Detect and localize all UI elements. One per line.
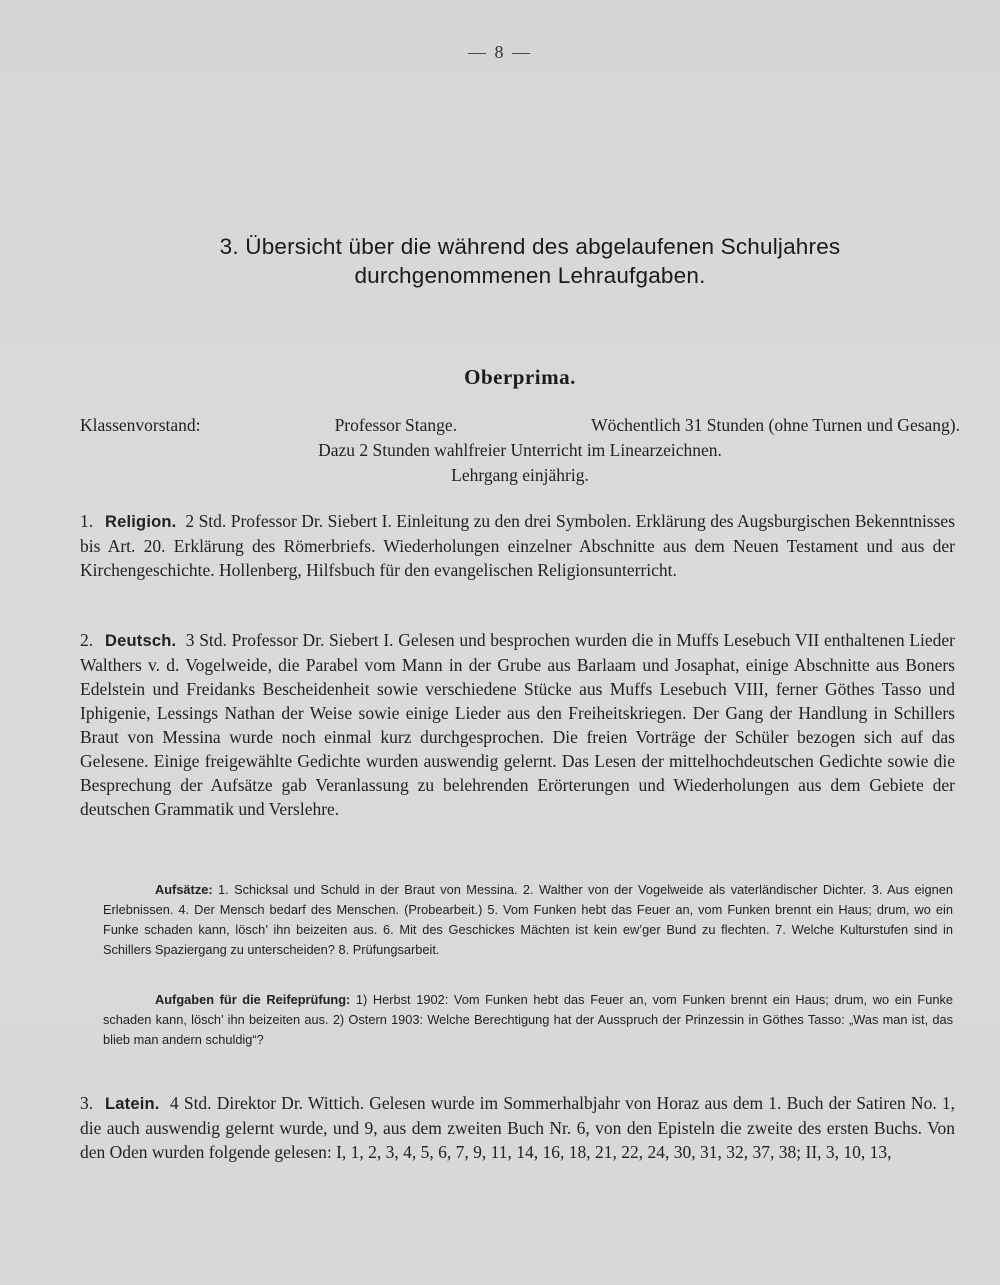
class-intro bbox=[80, 413, 960, 488]
subject-religion bbox=[80, 509, 955, 582]
subject-deutsch bbox=[80, 628, 955, 821]
latein-text: 4 Std. Direktor Dr. Wittich. Gelesen wurde im Sommerhalbjahr von Horaz aus dem 1. Buch der Satiren No. 1, die auch auswendig gelernt wurde, und 9, aus dem zweiten Buch Nr. 6, von den Episteln die zweite des ersten Buchs. Von den Oden wurden folgende gelesen: I, 1, 2, 3, 4, 5, 6, 7, 9, 11, 14, 16, 18, 21, 22, 24, 30, 31, 32, 37, 38; II, 3, 10, 13, bbox=[80, 1093, 955, 1162]
aufsaetze-paragraph bbox=[103, 880, 953, 960]
intro-line-1 bbox=[80, 413, 960, 438]
subject-latein bbox=[80, 1091, 955, 1164]
class-title: Oberprima. bbox=[464, 365, 576, 389]
aufsaetze-label: Aufsätze: bbox=[155, 882, 213, 897]
religion-number: 1. bbox=[80, 511, 94, 531]
heading-line-2: durchgenommenen Lehraufgaben. bbox=[354, 263, 706, 288]
deutsch-text: 3 Std. Professor Dr. Siebert I. Gelesen und besprochen wurden die in Muffs Lesebuch VII enthaltenen Lieder Walthers v. d. Vogelweide, die Parabel vom Mann in der Grube aus Barlaam und Josaphat, einige Abschnitte aus Boners Edelstein und Freidanks Bescheidenheit sowie verschiedene Stücke aus Muffs Lesebuch VIII, ferner Göthes Tasso und Iphigenie, Lessings Nathan der Weise sowie einige Lieder aus den Freiheitskriegen. Der Gang der Handlung in Schillers Braut von Messina wurde noch einmal kurz durchgesprochen. Die freien Vorträge der Schüler bezogen sich auf das Gelesene. Einige freigewählte Gedichte wurden auswendig gelernt. Das Lesen der mittelhochdeutschen Gedichte sowie die Besprechung der Aufsätze gab Veranlassung zu belehrenden Erörterungen und Wiederholungen aus dem Gebiete der deutschen Grammatik und Verslehre. bbox=[80, 630, 955, 819]
intro-line-3: Lehrgang einjährig. bbox=[451, 465, 589, 485]
intro-label: Klassenvorstand: bbox=[80, 415, 201, 435]
aufsaetze-block bbox=[103, 880, 953, 960]
reifepruefung-paragraph bbox=[103, 990, 953, 1050]
intro-line-2: Dazu 2 Stunden wahlfreier Unterricht im Linearzeichnen. bbox=[318, 440, 722, 460]
deutsch-title: Deutsch. bbox=[105, 632, 177, 650]
aufsaetze-text: 1. Schicksal und Schuld in der Braut von Messina. 2. Walther von der Vogelweide als vaterländischer Dichter. 3. Aus eignen Erlebnissen. 4. Der Mensch bedarf des Menschen. (Probearbeit.) 5. Vom Funken hebt das Feuer an, vom Funken brennt ein Haus; drum, wo ein Funke schaden kann, lösch’ ihn beizeiten aus. 6. Mit des Geschickes Mächten ist kein ew’ger Bund zu flechten. 7. Welche Kulturstufen sind in Schillers Spaziergang zu unterscheiden? 8. Prüfungsarbeit. bbox=[103, 882, 953, 957]
intro-teacher: Professor Stange. bbox=[334, 415, 458, 435]
reifepruefung-text: 1) Herbst 1902: Vom Funken hebt das Feuer an, vom Funken brennt ein Haus; drum, wo ein Funke schaden kann, lösch’ ihn beizeiten aus. 2) Ostern 1903: Welche Berechtigung hat der Ausspruch der Prinzessin in Göthes Tasso: „Was man ist, das blieb man andern schuldig“? bbox=[103, 992, 953, 1047]
religion-text: 2 Std. Professor Dr. Siebert I. Einleitung zu den drei Symbolen. Erklärung des Augsburgischen Bekenntnisses bis Art. 20. Erklärung des Römerbriefs. Wiederholungen einzelner Abschnitte aus dem Neuen Testament und aus der Kirchengeschichte. Hollenberg, Hilfsbuch für den evangelischen Religionsunterricht. bbox=[80, 511, 955, 580]
reifepruefung-block bbox=[103, 990, 953, 1050]
latein-title: Latein. bbox=[105, 1095, 160, 1113]
religion-paragraph bbox=[80, 509, 955, 582]
latein-number: 3. bbox=[80, 1093, 94, 1113]
intro-hours: Wöchentlich 31 Stunden (ohne Turnen und Gesang). bbox=[591, 415, 960, 435]
deutsch-number: 2. bbox=[80, 630, 94, 650]
reifepruefung-label: Aufgaben für die Reifeprüfung: bbox=[155, 992, 351, 1007]
section-heading bbox=[100, 232, 960, 290]
page-number: — 8 — bbox=[468, 42, 532, 62]
religion-title: Religion. bbox=[105, 513, 177, 531]
heading-line-1: 3. Übersicht über die während des abgelaufenen Schuljahres bbox=[219, 234, 841, 259]
latein-paragraph bbox=[80, 1091, 955, 1164]
deutsch-paragraph bbox=[80, 628, 955, 821]
